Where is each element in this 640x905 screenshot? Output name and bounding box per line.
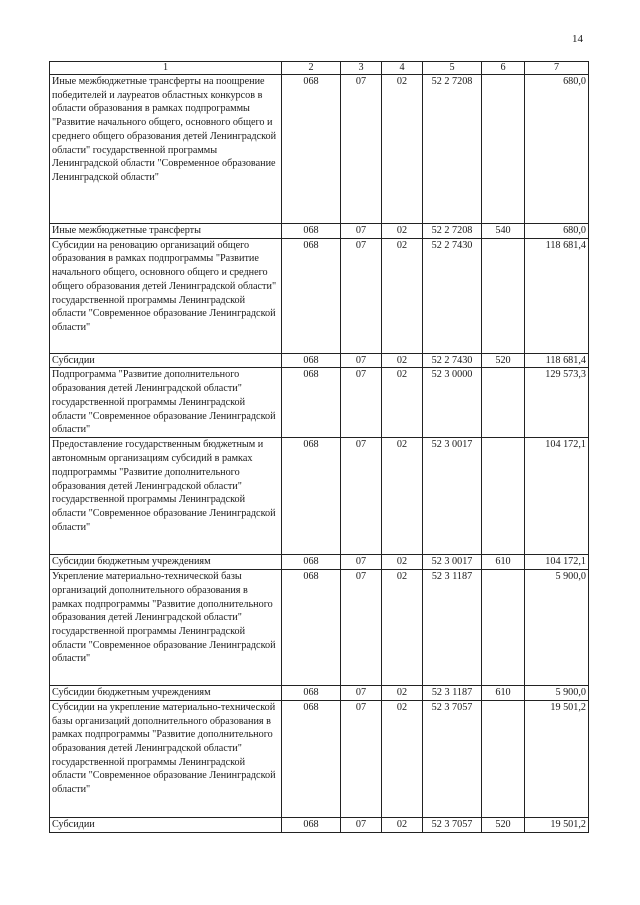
cell-amount: 118 681,4 — [525, 238, 589, 353]
table-row — [50, 700, 589, 817]
row-name: Подпрограмма "Развитие дополнительного образования детей Ленинградской области" государственной программы Ленинградской области "Современное образование Ленинградской области" — [50, 368, 282, 438]
table-row — [50, 438, 589, 555]
column-header-4: 4 — [382, 62, 423, 75]
cell-target-article: 52 3 7057 — [423, 700, 482, 817]
cell-ministry: 068 — [282, 368, 341, 438]
table-row — [50, 570, 589, 686]
cell-section: 07 — [341, 438, 382, 555]
cell-subsection: 02 — [382, 438, 423, 555]
cell-section: 07 — [341, 686, 382, 701]
cell-target-article: 52 3 7057 — [423, 817, 482, 832]
cell-amount: 19 501,2 — [525, 817, 589, 832]
cell-subsection: 02 — [382, 75, 423, 224]
cell-amount: 5 900,0 — [525, 570, 589, 686]
row-name: Субсидии бюджетным учреждениям — [50, 555, 282, 570]
cell-target-article: 52 3 1187 — [423, 686, 482, 701]
cell-amount: 118 681,4 — [525, 353, 589, 368]
cell-amount: 129 573,3 — [525, 368, 589, 438]
cell-section: 07 — [341, 555, 382, 570]
row-name: Субсидии — [50, 817, 282, 832]
cell-section: 07 — [341, 570, 382, 686]
table-row — [50, 75, 589, 224]
cell-target-article: 52 3 0000 — [423, 368, 482, 438]
cell-section: 07 — [341, 238, 382, 353]
table-row — [50, 555, 589, 570]
cell-expense-type: 520 — [482, 817, 525, 832]
cell-ministry: 068 — [282, 353, 341, 368]
cell-target-article: 52 2 7208 — [423, 224, 482, 239]
column-header-1: 1 — [50, 62, 282, 75]
cell-target-article: 52 3 0017 — [423, 438, 482, 555]
cell-section: 07 — [341, 817, 382, 832]
table-row — [50, 368, 589, 438]
table-row — [50, 224, 589, 239]
cell-expense-type: 610 — [482, 555, 525, 570]
cell-expense-type: 540 — [482, 224, 525, 239]
table-row — [50, 686, 589, 701]
row-name: Субсидии на реновацию организаций общего образования в рамках подпрограммы "Развитие начального общего, основного общего и среднего общего образования детей Ленинградской области" государственной программы Ленинградской области "Современное образование Ленинградской области" — [50, 238, 282, 353]
cell-target-article: 52 3 1187 — [423, 570, 482, 686]
cell-ministry: 068 — [282, 438, 341, 555]
cell-subsection: 02 — [382, 700, 423, 817]
cell-expense-type — [482, 238, 525, 353]
cell-subsection: 02 — [382, 353, 423, 368]
cell-ministry: 068 — [282, 75, 341, 224]
cell-ministry: 068 — [282, 817, 341, 832]
row-name: Предоставление государственным бюджетным и автономным организациям субсидий в рамках подпрограммы "Развитие дополнительного образования детей Ленинградской области" государственной программы Ленинградской области "Современное образование Ленинградской области" — [50, 438, 282, 555]
cell-subsection: 02 — [382, 817, 423, 832]
cell-ministry: 068 — [282, 570, 341, 686]
cell-target-article: 52 2 7430 — [423, 238, 482, 353]
cell-expense-type: 520 — [482, 353, 525, 368]
cell-target-article: 52 3 0017 — [423, 555, 482, 570]
cell-section: 07 — [341, 353, 382, 368]
cell-amount: 104 172,1 — [525, 438, 589, 555]
table-row — [50, 353, 589, 368]
cell-amount: 19 501,2 — [525, 700, 589, 817]
row-name: Иные межбюджетные трансферты — [50, 224, 282, 239]
cell-subsection: 02 — [382, 238, 423, 353]
cell-section: 07 — [341, 224, 382, 239]
column-header-7: 7 — [525, 62, 589, 75]
cell-amount: 680,0 — [525, 224, 589, 239]
header-row — [50, 62, 589, 75]
cell-target-article: 52 2 7208 — [423, 75, 482, 224]
page-number: 14 — [572, 33, 583, 45]
cell-amount: 104 172,1 — [525, 555, 589, 570]
table-row — [50, 817, 589, 832]
row-name: Иные межбюджетные трансферты на поощрение победителей и лауреатов областных конкурсов в области образования в рамках подпрограммы "Развитие начального общего, основного общего и среднего общего образования детей Ленинградской области" государственной программы Ленинградской области "Современное образование Ленинградской области" — [50, 75, 282, 224]
cell-section: 07 — [341, 75, 382, 224]
cell-amount: 5 900,0 — [525, 686, 589, 701]
cell-expense-type — [482, 700, 525, 817]
cell-ministry: 068 — [282, 700, 341, 817]
cell-subsection: 02 — [382, 555, 423, 570]
cell-expense-type — [482, 75, 525, 224]
row-name: Субсидии — [50, 353, 282, 368]
cell-target-article: 52 2 7430 — [423, 353, 482, 368]
cell-ministry: 068 — [282, 686, 341, 701]
table-row — [50, 238, 589, 353]
column-header-3: 3 — [341, 62, 382, 75]
cell-ministry: 068 — [282, 224, 341, 239]
cell-subsection: 02 — [382, 686, 423, 701]
cell-section: 07 — [341, 700, 382, 817]
cell-ministry: 068 — [282, 555, 341, 570]
budget-table — [49, 61, 589, 833]
row-name: Субсидии бюджетным учреждениям — [50, 686, 282, 701]
cell-section: 07 — [341, 368, 382, 438]
cell-expense-type: 610 — [482, 686, 525, 701]
cell-expense-type — [482, 438, 525, 555]
cell-expense-type — [482, 368, 525, 438]
column-header-6: 6 — [482, 62, 525, 75]
cell-subsection: 02 — [382, 368, 423, 438]
row-name: Субсидии на укрепление материально-технической базы организаций дополнительного образования в рамках подпрограммы "Развитие дополнительного образования детей Ленинградской области" государственной программы Ленинградской области "Современное образование Ленинградской области" — [50, 700, 282, 817]
cell-amount: 680,0 — [525, 75, 589, 224]
cell-subsection: 02 — [382, 570, 423, 686]
cell-subsection: 02 — [382, 224, 423, 239]
column-header-2: 2 — [282, 62, 341, 75]
column-header-5: 5 — [423, 62, 482, 75]
cell-expense-type — [482, 570, 525, 686]
cell-ministry: 068 — [282, 238, 341, 353]
row-name: Укрепление материально-технической базы организаций дополнительного образования в рамках подпрограммы "Развитие дополнительного образования детей Ленинградской области" государственной программы Ленинградской области "Современное образование Ленинградской области" — [50, 570, 282, 686]
